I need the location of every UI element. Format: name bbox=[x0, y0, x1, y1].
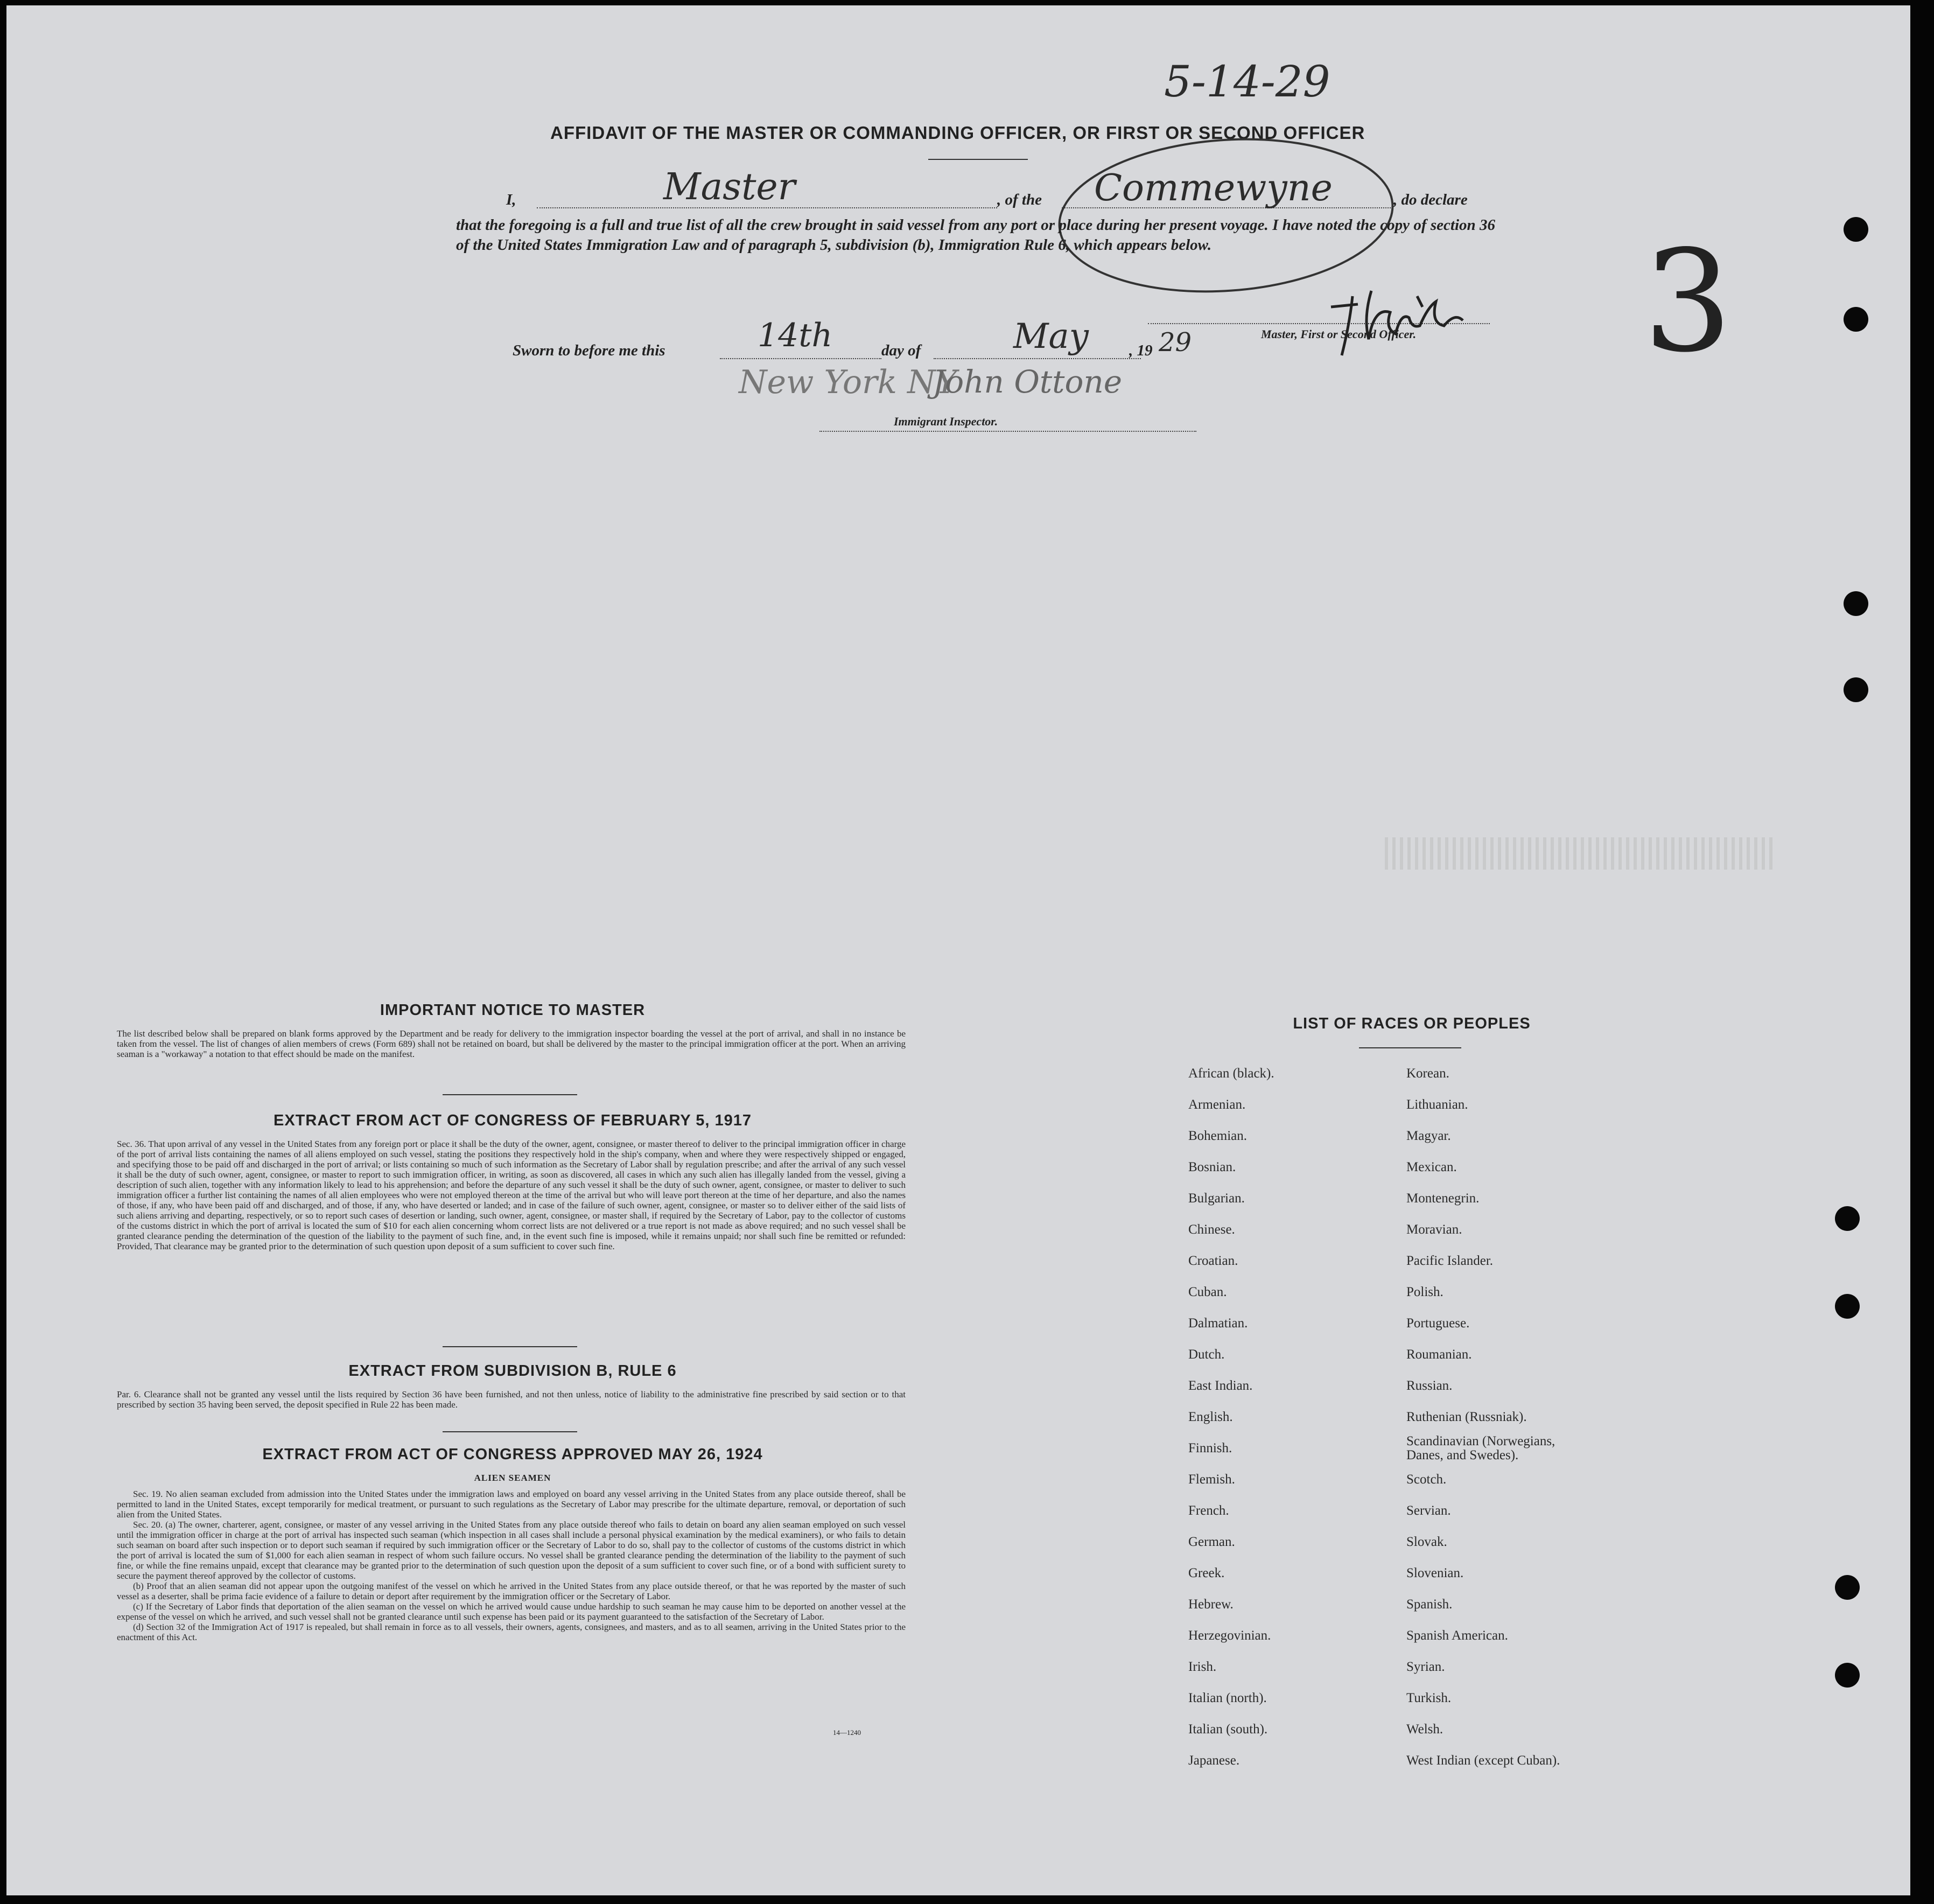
race-item: Flemish. bbox=[1188, 1472, 1235, 1487]
binder-hole bbox=[1844, 677, 1868, 702]
race-item: Bulgarian. bbox=[1188, 1191, 1245, 1206]
race-item: Welsh. bbox=[1406, 1722, 1444, 1737]
binder-hole bbox=[1835, 1575, 1860, 1600]
extract-1917-text: Sec. 36. That upon arrival of any vessel in the United States from any foreign port or place it shall be the duty of the owner, agent, consignee, or master thereof to deliver to the principal immigration officer in charge of the port of arrival lists containing the names of all aliens employed on such vessel, stating the positions they respectively hold in the ship's company, when and where they were respectively shipped or engaged, and specifying those to be paid off and discharged in the port of arrival; or lists containing so much of such information as the Secretary of Labor shall by regulation prescribe; and after the arrival of any such vessel it shall be the duty of such owner, agent, consignee, or master to report to such immigration officer, in writing, as soon as discovered, all cases in which any such alien has illegally landed from the vessel, giving a description of such alien, together with any information likely to lead to his apprehension; and before the departure of any such vessel it shall be the duty of such owner, agent, consignee, or master to deliver to such immigration officer a further list containing the names of all alien employees who were not employed thereon at the time of the arrival but who will leave port thereon at the time of her departure, and also the names of those, if any, who have been paid off and discharged, and of those, if any, who have deserted or landed; and in case of the failure of such owner, agent, consignee, or master so to deliver either of the said lists of such aliens arriving and departing, respectively, or so to report such cases of desertion or landing, such owner, agent, consignee, or master shall, if required by the Secretary of Labor, pay to the collector of customs of the customs district in which the port of arrival is located the sum of $10 for each alien concerning whom correct lists are not delivered or a true report is not made as above required; and no such vessel shall be granted clearance pending the determination of the question of the liability to the payment of such fine, and, in the event such fine is imposed, while it remains unpaid; nor shall such fine be remitted or refunded: Provided, That clearance may be granted prior to the determination of such question upon deposit of a sum sufficient to cover such fine. bbox=[117, 1139, 906, 1251]
sworn-month-handwritten: May bbox=[1013, 317, 1089, 356]
affidavit-line1-prefix: I, bbox=[506, 191, 516, 208]
binder-hole bbox=[1835, 1294, 1860, 1319]
document-page bbox=[6, 5, 1910, 1895]
races-title-rule bbox=[1359, 1047, 1461, 1048]
extract-1917-rule bbox=[443, 1346, 577, 1347]
race-item: Lithuanian. bbox=[1406, 1097, 1468, 1112]
race-item: Irish. bbox=[1188, 1660, 1217, 1674]
race-item: Slovak. bbox=[1406, 1535, 1447, 1549]
race-item: Magyar. bbox=[1406, 1129, 1451, 1143]
race-item: Spanish. bbox=[1406, 1597, 1453, 1612]
sec-20b-paragraph: (b) Proof that an alien seaman did not appear upon the outgoing manifest of the vessel on which he arrived in the United States from any place outside thereof, or that he was reported by the master of such vessel as a deserter, shall be prima facie evidence of a failure to detain or deport after requirement by the immigration officer or the Secretary of Labor. bbox=[117, 1581, 906, 1601]
binder-hole bbox=[1844, 217, 1868, 242]
faint-stamp-residue bbox=[1385, 837, 1772, 870]
race-item: Russian. bbox=[1406, 1378, 1453, 1393]
race-item: Italian (north). bbox=[1188, 1691, 1267, 1705]
year-handwritten: 29 bbox=[1159, 327, 1192, 358]
race-item: Bohemian. bbox=[1188, 1129, 1248, 1143]
race-item: West Indian (except Cuban). bbox=[1406, 1753, 1560, 1768]
day-blank bbox=[720, 358, 881, 359]
notice-text: The list described below shall be prepared on blank forms approved by the Department and be ready for delivery to the immigration inspector boarding the vessel at the port of arrival, and shall in no instance be taken from the vessel. The list of changes of alien members of crews (Form 689) shall not be retained on board, but shall be delivered by the master to the principal immigration officer at the port. When an arriving seaman is a "workaway" a notation to that effect should be made on the manifest. bbox=[117, 1028, 906, 1059]
place-handwritten: New York NY bbox=[739, 363, 957, 401]
race-item: Korean. bbox=[1406, 1066, 1449, 1081]
race-item: Pacific Islander. bbox=[1406, 1254, 1494, 1268]
race-item: African (black). bbox=[1188, 1066, 1274, 1081]
notice-rule bbox=[443, 1094, 577, 1095]
sworn-label: Sworn to before me this bbox=[513, 342, 665, 359]
extract-1924-section bbox=[117, 1489, 906, 1642]
affidavit-body: that the foregoing is a full and true list of all the crew brought in said vessel from any port or place during her present voyage. I have noted the copy of section 36 of the United States Immigration Law and of paragraph 5, subdivision (b), Immigration Rule 6, which appears below. bbox=[456, 216, 1495, 254]
race-item: Armenian. bbox=[1188, 1097, 1246, 1112]
race-item: English. bbox=[1188, 1410, 1233, 1424]
month-blank bbox=[934, 358, 1141, 359]
title-rule bbox=[928, 159, 1028, 160]
race-item: Italian (south). bbox=[1188, 1722, 1268, 1737]
notice-title: IMPORTANT NOTICE TO MASTER bbox=[380, 1002, 646, 1019]
race-item: Moravian. bbox=[1406, 1222, 1462, 1237]
sworn-day-handwritten: 14th bbox=[758, 317, 833, 354]
race-item: Ruthenian (Russniak). bbox=[1406, 1410, 1527, 1424]
race-item: Servian. bbox=[1406, 1503, 1451, 1518]
race-item: Spanish American. bbox=[1406, 1628, 1508, 1643]
race-item: Dalmatian. bbox=[1188, 1316, 1248, 1331]
affidavit-title: AFFIDAVIT OF THE MASTER OR COMMANDING OFFICER, OR FIRST OR SECOND OFFICER bbox=[550, 123, 1365, 143]
year-prefix: , 19 bbox=[1129, 342, 1153, 359]
race-item: Scandinavian (Norwegians, Danes, and Swedes). bbox=[1406, 1434, 1555, 1462]
binder-hole bbox=[1835, 1663, 1860, 1688]
extract-1924-subtitle: ALIEN SEAMEN bbox=[474, 1473, 551, 1483]
declare-label: , do declare bbox=[1393, 191, 1468, 208]
race-item: French. bbox=[1188, 1503, 1229, 1518]
race-item: Herzegovinian. bbox=[1188, 1628, 1271, 1643]
binder-hole bbox=[1835, 1206, 1860, 1231]
race-item: Chinese. bbox=[1188, 1222, 1235, 1237]
extract-1917-title: EXTRACT FROM ACT OF CONGRESS OF FEBRUARY 5, 1917 bbox=[273, 1112, 752, 1129]
signature-caption: Master, First or Second Officer. bbox=[1261, 327, 1417, 341]
race-item: Bosnian. bbox=[1188, 1160, 1236, 1174]
handwritten-date: 5-14-29 bbox=[1164, 57, 1330, 107]
race-item: Polish. bbox=[1406, 1285, 1444, 1299]
vessel-handwritten: Commewyne bbox=[1094, 167, 1333, 209]
race-item: Finnish. bbox=[1188, 1441, 1232, 1455]
extract-rule6-rule bbox=[443, 1431, 577, 1432]
race-item: Syrian. bbox=[1406, 1660, 1445, 1674]
sec-19-paragraph: Sec. 19. No alien seaman excluded from admission into the United States under the immigration laws and employed on board any vessel arriving in the United States from any place outside thereof, shall be permitted to land in the United States, except temporarily for medical treatment, or pursuant to such regulations as the Secretary of Labor may prescribe for the ultimate departure, removal, or deportation of such alien from the United States. bbox=[117, 1489, 906, 1520]
master-handwritten: Master bbox=[663, 166, 796, 208]
race-item: Hebrew. bbox=[1188, 1597, 1234, 1612]
binder-hole bbox=[1844, 591, 1868, 616]
extract-rule6-title: EXTRACT FROM SUBDIVISION B, RULE 6 bbox=[348, 1362, 677, 1380]
sec-20c-paragraph: (c) If the Secretary of Labor finds that deportation of the alien seaman on the vessel on which he arrived would cause undue hardship to such seaman he may cause him to be deported on another vessel at the expense of the vessel on which he arrived, and such vessel shall not be granted clearance until such expense has been paid or its payment guaranteed to the satisfaction of the Secretary of Labor. bbox=[117, 1601, 906, 1622]
race-item: Scotch. bbox=[1406, 1472, 1447, 1487]
race-item: Cuban. bbox=[1188, 1285, 1227, 1299]
binder-hole bbox=[1844, 307, 1868, 332]
day-of-label: day of bbox=[881, 342, 921, 359]
inspector-signature: John Ottone bbox=[933, 363, 1123, 400]
race-item: Mexican. bbox=[1406, 1160, 1457, 1174]
extract-1924-title: EXTRACT FROM ACT OF CONGRESS APPROVED MAY 26, 1924 bbox=[262, 1446, 763, 1463]
inspector-line bbox=[819, 431, 1196, 432]
race-item: Dutch. bbox=[1188, 1347, 1225, 1362]
race-item: Greek. bbox=[1188, 1566, 1225, 1580]
race-item: Japanese. bbox=[1188, 1753, 1240, 1768]
race-item: East Indian. bbox=[1188, 1378, 1253, 1393]
race-item: Turkish. bbox=[1406, 1691, 1452, 1705]
race-item: Roumanian. bbox=[1406, 1347, 1472, 1362]
officer-signature bbox=[1320, 275, 1482, 366]
inspector-caption: Immigrant Inspector. bbox=[894, 415, 998, 428]
sec-20d-paragraph: (d) Section 32 of the Immigration Act of 1917 is repealed, but shall remain in force as to all vessels, their owners, agents, consignees, and masters, and as to all seamen, arriving in the United States prior to the enactment of this Act. bbox=[117, 1622, 906, 1642]
races-title: LIST OF RACES OR PEOPLES bbox=[1293, 1015, 1531, 1032]
form-number: 14—1240 bbox=[833, 1728, 861, 1737]
sec-20a-paragraph: Sec. 20. (a) The owner, charterer, agent, consignee, or master of any vessel arriving in the United States from any place outside thereof who fails to detain on board any alien seaman employed on such vessel until the immigration officer in charge at the port of arrival has inspected such seaman (which inspection in all cases shall include a personal physical examination by the medical examiners), or who fails to detain such seaman on board after such inspection or to deport such seaman if required by such immigration officer or the Secretary of Labor to do so, shall pay to the collector of customs of the customs district in which the port of arrival is located the sum of $1,000 for each alien seaman in respect of whom such failure occurs. No vessel shall be granted clearance pending the determination of the liability to the payment of such fine, or while the fine remains unpaid, except that clearance may be granted prior to the determination of such question upon the deposit of a sum sufficient to cover such fine, or of a bond with sufficient surety to secure the payment thereof approved by the collector of customs. bbox=[117, 1520, 906, 1581]
margin-number: 3 bbox=[1643, 221, 1733, 383]
race-item: Montenegrin. bbox=[1406, 1191, 1480, 1206]
race-item: Portuguese. bbox=[1406, 1316, 1470, 1331]
race-item: Slovenian. bbox=[1406, 1566, 1464, 1580]
race-item: Croatian. bbox=[1188, 1254, 1238, 1268]
race-item: German. bbox=[1188, 1535, 1235, 1549]
extract-rule6-text: Par. 6. Clearance shall not be granted any vessel until the lists required by Section 36 have been furnished, and not then unless, notice of liability to the administrative fine prescribed by said section or to that prescribed by section 35 having been served, the deposit specified in Rule 22 has been made. bbox=[117, 1389, 906, 1410]
of-the-label: , of the bbox=[997, 191, 1042, 208]
